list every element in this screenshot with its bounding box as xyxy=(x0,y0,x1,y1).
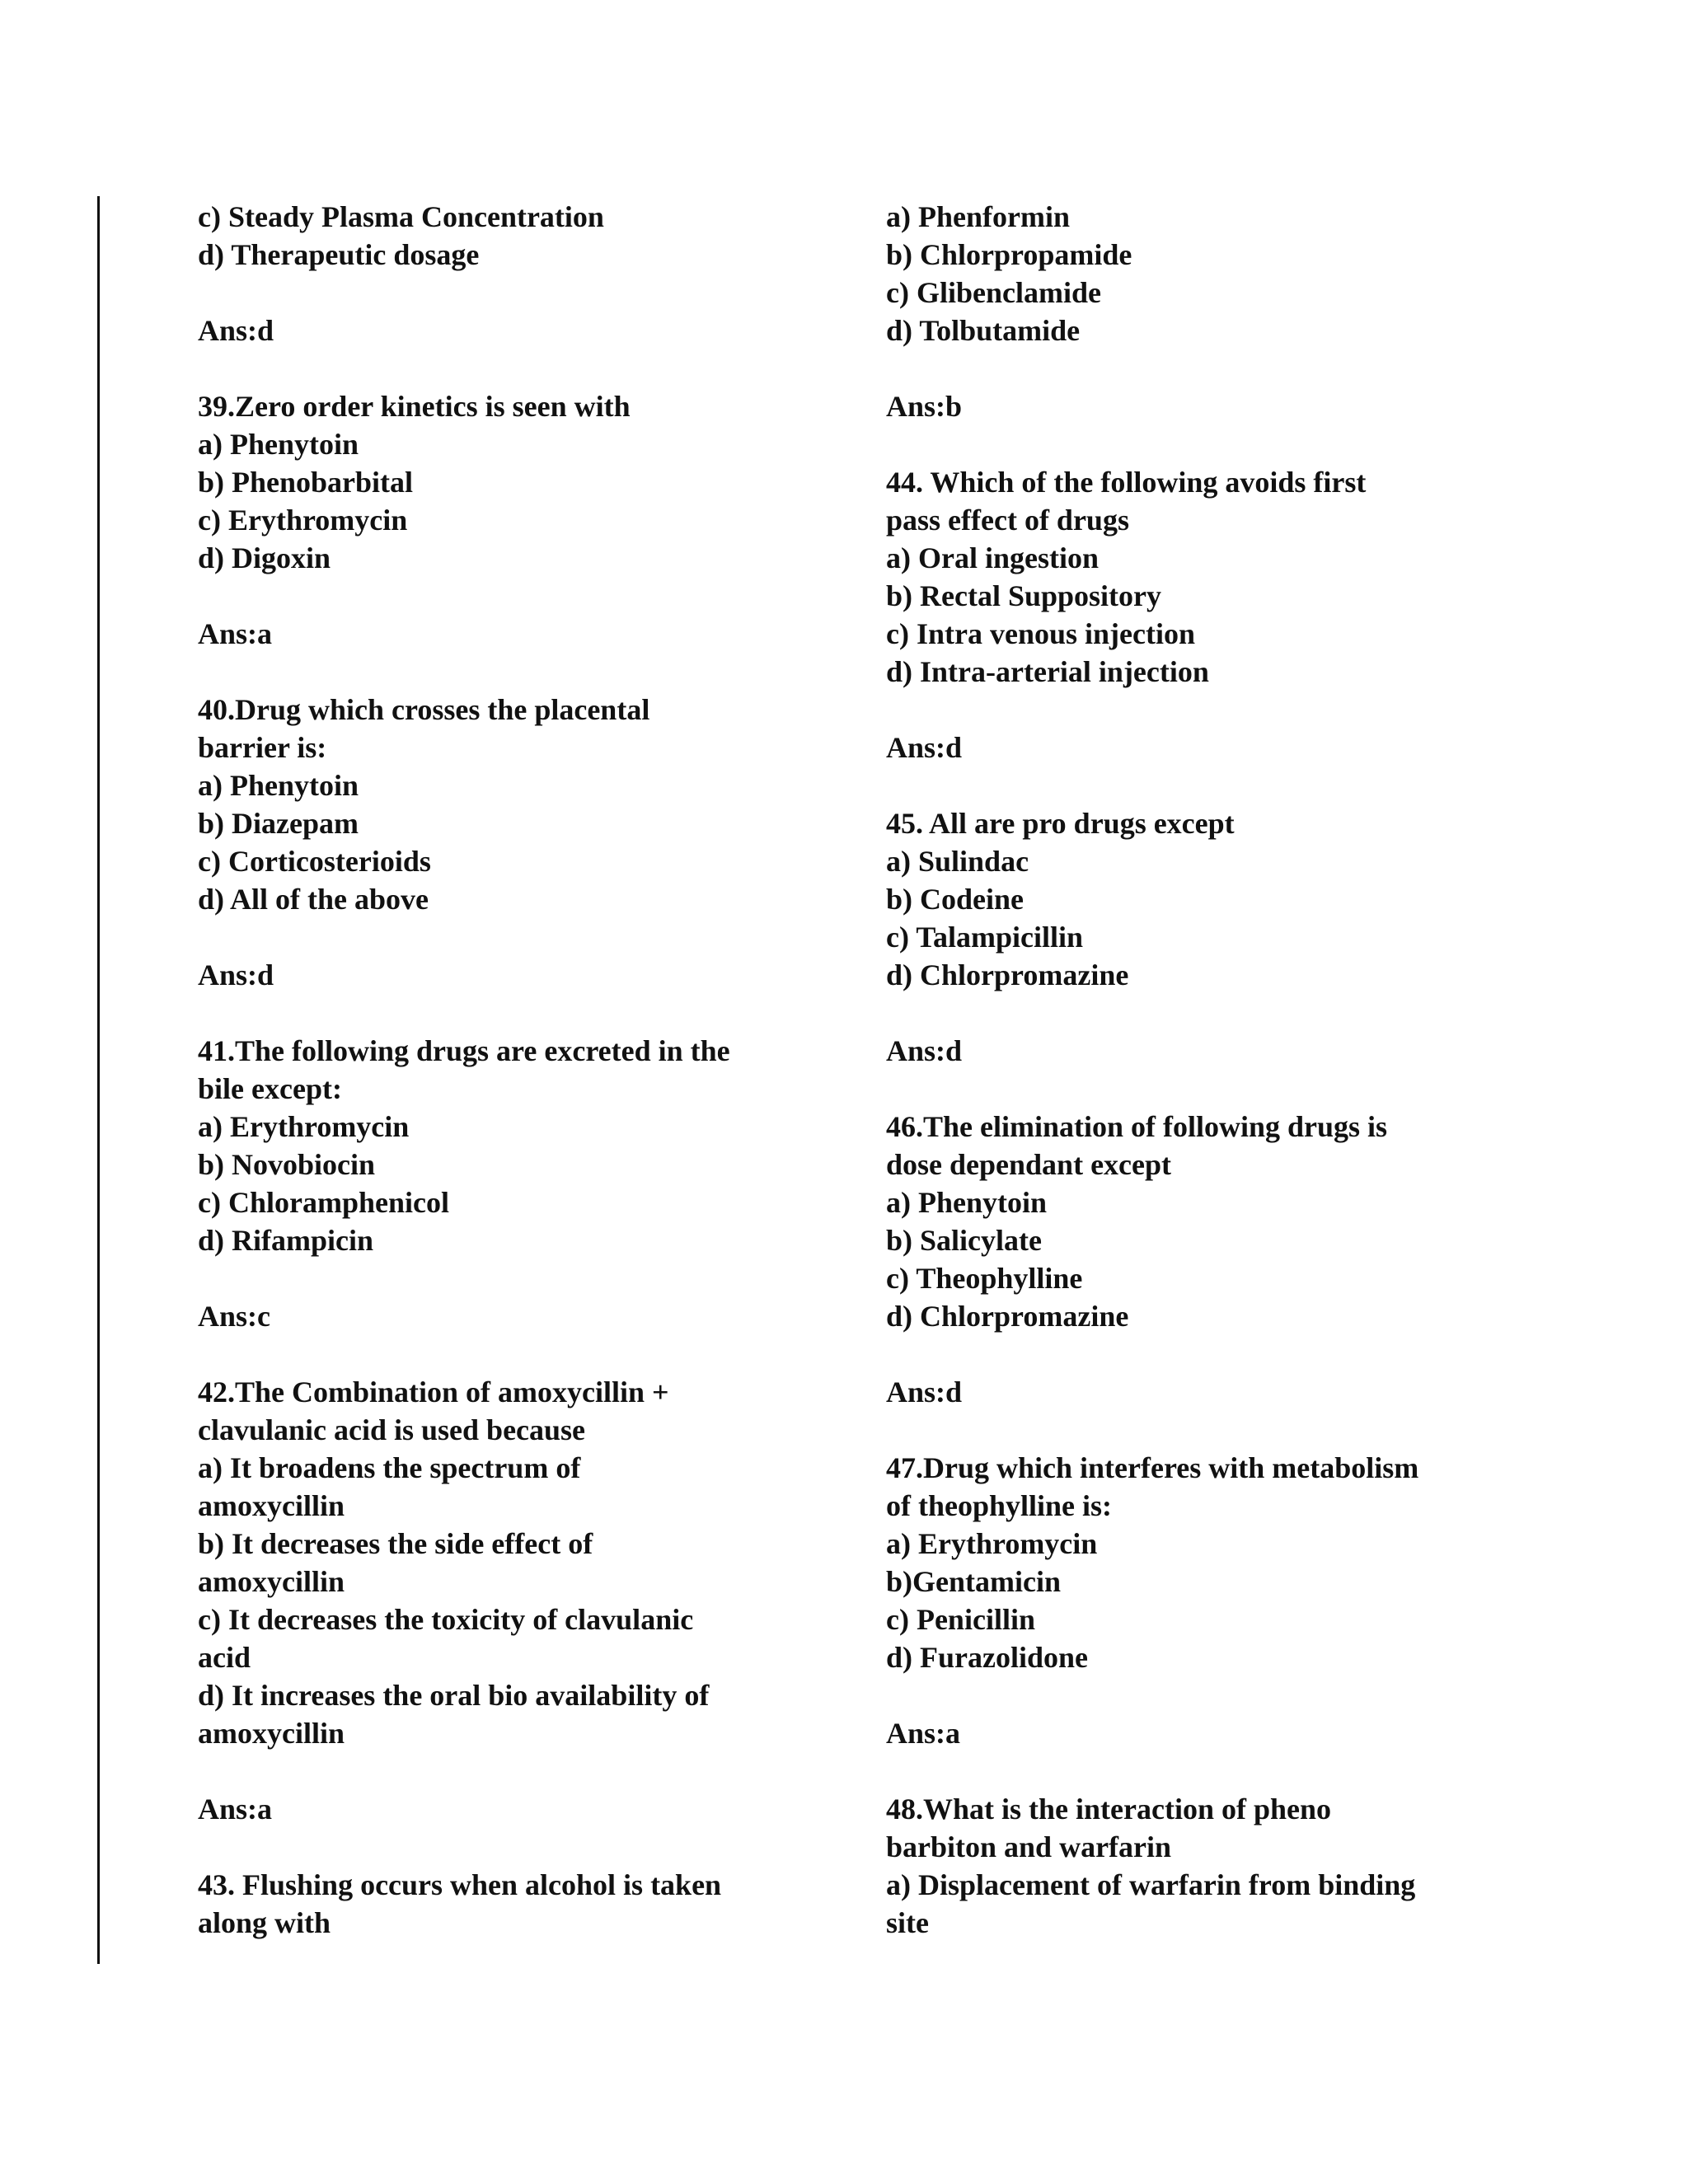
blank-line xyxy=(886,766,1512,804)
answer-line: Ans:a xyxy=(198,617,273,650)
question-line: clavulanic acid is used because xyxy=(198,1413,586,1446)
answer-line: Ans:d xyxy=(198,314,274,347)
blank-line xyxy=(886,1411,1512,1449)
option-line: a) Erythromycin xyxy=(198,1110,410,1143)
option-line: d) Intra-arterial injection xyxy=(886,655,1209,688)
option-line: acid xyxy=(198,1641,251,1674)
option-line: c) Steady Plasma Concentration xyxy=(198,200,604,233)
option-line: d) Therapeutic dosage xyxy=(198,238,480,271)
option-line: b) Codeine xyxy=(886,883,1025,916)
option-line: b) Novobiocin xyxy=(198,1148,376,1181)
option-line: b) Chlorpropamide xyxy=(886,238,1132,271)
left-column xyxy=(198,198,832,1942)
blank-line xyxy=(886,1676,1512,1714)
question-line: 40.Drug which crosses the placental xyxy=(198,693,650,726)
answer-line: Ans:d xyxy=(886,1376,963,1408)
question-line: 41.The following drugs are excreted in the xyxy=(198,1034,730,1067)
option-line: d) Rifampicin xyxy=(198,1224,374,1257)
option-line: a) Phenytoin xyxy=(198,769,359,802)
blank-line xyxy=(198,1752,832,1790)
option-line: b) It decreases the side effect of xyxy=(198,1527,593,1560)
answer-line: Ans:a xyxy=(886,1717,961,1750)
question-line: 46.The elimination of following drugs is xyxy=(886,1110,1388,1143)
margin-rule xyxy=(97,196,100,1964)
option-line: c) Glibenclamide xyxy=(886,276,1101,309)
option-line: b)Gentamicin xyxy=(886,1565,1061,1598)
answer-line: Ans:c xyxy=(198,1300,270,1333)
option-line: amoxycillin xyxy=(198,1717,345,1750)
option-line: b) Diazepam xyxy=(198,807,359,840)
option-line: a) Displacement of warfarin from binding xyxy=(886,1868,1416,1901)
blank-line xyxy=(198,274,832,312)
question-line: barbiton and warfarin xyxy=(886,1830,1172,1863)
question-line: 44. Which of the following avoids first xyxy=(886,466,1367,499)
blank-line xyxy=(886,691,1512,729)
question-line: 48.What is the interaction of pheno xyxy=(886,1793,1331,1825)
option-line: d) Chlorpromazine xyxy=(886,958,1129,991)
question-line: dose dependant except xyxy=(886,1148,1172,1181)
question-line: 43. Flushing occurs when alcohol is taken xyxy=(198,1868,722,1901)
option-line: d) Tolbutamide xyxy=(886,314,1081,347)
option-line: a) It broadens the spectrum of xyxy=(198,1451,581,1484)
answer-line: Ans:d xyxy=(198,958,274,991)
blank-line xyxy=(198,1335,832,1373)
question-line: of theophylline is: xyxy=(886,1489,1113,1522)
option-line: d) Furazolidone xyxy=(886,1641,1089,1674)
option-line: a) Phenytoin xyxy=(198,428,359,461)
option-line: d) Chlorpromazine xyxy=(886,1300,1129,1333)
blank-line xyxy=(886,994,1512,1032)
answer-line: Ans:d xyxy=(886,731,963,764)
blank-line xyxy=(886,1070,1512,1108)
question-line: 39.Zero order kinetics is seen with xyxy=(198,390,631,423)
option-line: a) Phenytoin xyxy=(886,1186,1048,1219)
option-line: b) Phenobarbital xyxy=(198,466,414,499)
question-line: 45. All are pro drugs except xyxy=(886,807,1235,840)
option-line: d) It increases the oral bio availability of xyxy=(198,1679,710,1712)
option-line: c) Talampicillin xyxy=(886,921,1084,954)
question-line: along with xyxy=(198,1906,331,1939)
blank-line xyxy=(886,1752,1512,1790)
option-line: a) Erythromycin xyxy=(886,1527,1098,1560)
question-line: bile except: xyxy=(198,1072,342,1105)
option-line: amoxycillin xyxy=(198,1489,345,1522)
option-line: b) Rectal Suppository xyxy=(886,579,1162,612)
option-line: c) Intra venous injection xyxy=(886,617,1195,650)
blank-line xyxy=(198,653,832,691)
option-line: amoxycillin xyxy=(198,1565,345,1598)
blank-line xyxy=(886,1335,1512,1373)
question-line: 42.The Combination of amoxycillin + xyxy=(198,1376,669,1408)
option-line: d) Digoxin xyxy=(198,541,331,574)
option-line: a) Phenformin xyxy=(886,200,1070,233)
blank-line xyxy=(198,994,832,1032)
blank-line xyxy=(886,425,1512,463)
blank-line xyxy=(198,577,832,615)
blank-line xyxy=(198,349,832,387)
answer-line: Ans:b xyxy=(886,390,963,423)
option-line: d) All of the above xyxy=(198,883,429,916)
option-line: a) Sulindac xyxy=(886,845,1029,878)
right-column xyxy=(886,198,1512,1942)
option-line: c) Penicillin xyxy=(886,1603,1035,1636)
option-line: b) Salicylate xyxy=(886,1224,1042,1257)
question-line: pass effect of drugs xyxy=(886,504,1129,537)
blank-line xyxy=(198,918,832,956)
answer-line: Ans:a xyxy=(198,1793,273,1825)
blank-line xyxy=(198,1259,832,1297)
option-line: c) Theophylline xyxy=(886,1262,1083,1295)
option-line: c) Erythromycin xyxy=(198,504,408,537)
option-line: a) Oral ingestion xyxy=(886,541,1099,574)
option-line: c) Corticosterioids xyxy=(198,845,431,878)
option-line: c) Chloramphenicol xyxy=(198,1186,449,1219)
blank-line xyxy=(198,1828,832,1866)
question-line: barrier is: xyxy=(198,731,327,764)
question-line: 47.Drug which interferes with metabolism xyxy=(886,1451,1419,1484)
answer-line: Ans:d xyxy=(886,1034,963,1067)
option-line: c) It decreases the toxicity of clavulanic xyxy=(198,1603,694,1636)
blank-line xyxy=(886,349,1512,387)
option-line: site xyxy=(886,1906,929,1939)
